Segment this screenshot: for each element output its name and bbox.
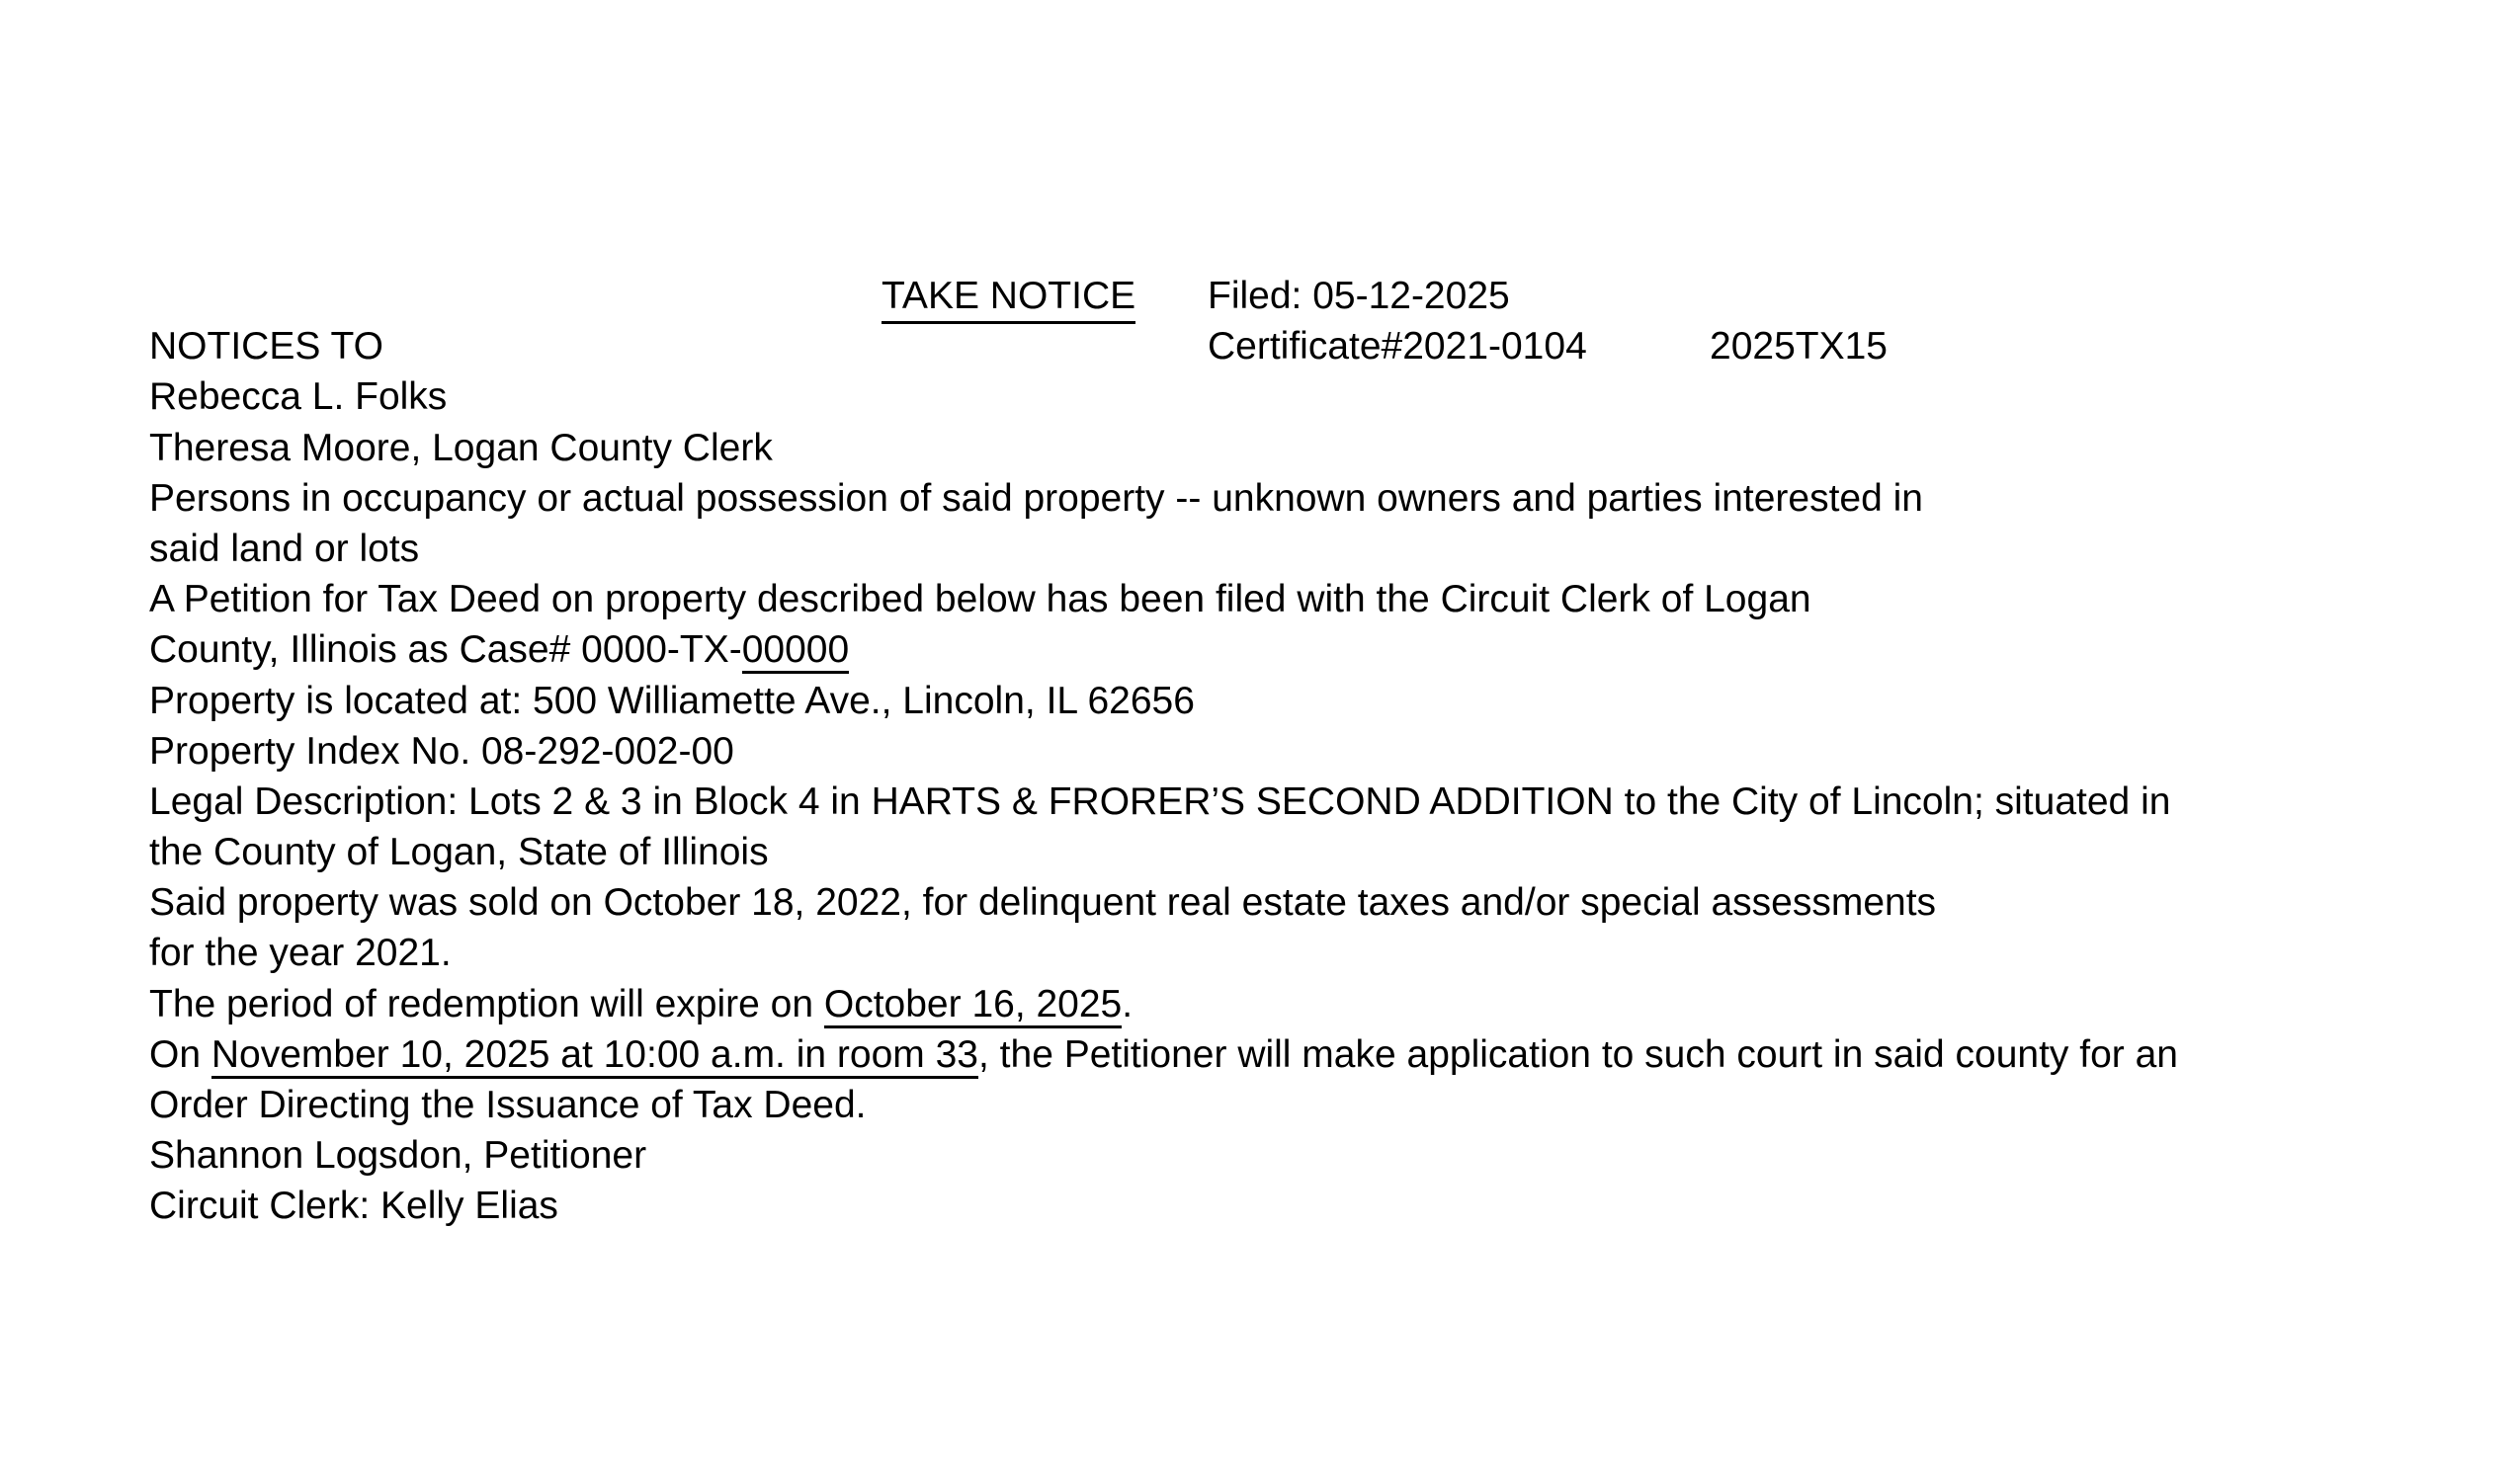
recipient-name: Persons in occupancy or actual possession of said property -- unknown owners and parties interested in	[149, 476, 1923, 520]
case-number-line	[149, 624, 2472, 675]
hearing-line-2	[149, 1080, 2472, 1130]
certificate-number: Certificate#2021-0104	[1208, 325, 1587, 368]
redemption-line	[149, 979, 2472, 1029]
legal-description-line-1	[149, 777, 2472, 827]
recipient-line-2	[149, 423, 2472, 473]
recipient-line-1	[149, 371, 2472, 422]
header-row-certificate	[149, 321, 2472, 371]
hearing-suffix: , the Petitioner will make application to such court in said county for an	[978, 1032, 2178, 1076]
petitioner-name: Shannon Logsdon, Petitioner	[149, 1134, 647, 1178]
redemption-prefix: The period of redemption will expire on	[149, 982, 824, 1025]
redemption-date-underlined: October 16, 2025	[824, 983, 1122, 1028]
sale-text: Said property was sold on October 18, 2022, for delinquent real estate taxes and/or special assessments	[149, 881, 1937, 925]
property-index-line	[149, 726, 2472, 777]
notice-text-block	[149, 271, 2472, 1232]
property-index-text: Property Index No. 08-292-002-00	[149, 729, 734, 773]
recipient-name: said land or lots	[149, 527, 420, 570]
hearing-prefix: On	[149, 1032, 211, 1076]
header-row-title	[149, 271, 2472, 321]
notices-to-label: NOTICES TO	[149, 325, 383, 368]
hearing-date-underlined: November 10, 2025 at 10:00 a.m. in room 33	[211, 1033, 978, 1079]
case-number-prefix: County, Illinois as Case# 0000-TX-	[149, 628, 742, 672]
recipient-line-4	[149, 524, 2472, 574]
legal-description-text: Legal Description: Lots 2 & 3 in Block 4 in HARTS & FRORER’S SECOND ADDITION to the City of Lincoln; situated in	[149, 779, 2171, 823]
take-notice-title: TAKE NOTICE	[882, 271, 1135, 324]
petitioner-line	[149, 1130, 2472, 1181]
sale-text: for the year 2021.	[149, 932, 452, 975]
petition-text: A Petition for Tax Deed on property described below has been filed with the Circuit Clerk of Logan	[149, 578, 1811, 621]
recipient-name: Theresa Moore, Logan County Clerk	[149, 426, 773, 469]
hearing-line	[149, 1029, 2472, 1080]
recipient-name: Rebecca L. Folks	[149, 375, 448, 419]
petition-line	[149, 574, 2472, 624]
sale-line-2	[149, 928, 2472, 978]
sale-line-1	[149, 877, 2472, 928]
property-location-line	[149, 676, 2472, 726]
hearing-order-text: Order Directing the Issuance of Tax Deed.	[149, 1084, 867, 1126]
legal-description-text: the County of Logan, State of Illinois	[149, 831, 769, 874]
legal-description-line-2	[149, 827, 2472, 877]
case-docket-number: 2025TX15	[1710, 325, 1888, 368]
case-number-underlined: 00000	[742, 628, 849, 674]
circuit-clerk-name: Circuit Clerk: Kelly Elias	[149, 1185, 558, 1228]
circuit-clerk-line	[149, 1181, 2472, 1231]
redemption-suffix: .	[1122, 982, 1134, 1025]
property-location-text: Property is located at: 500 Williamette Ave., Lincoln, IL 62656	[149, 679, 1195, 722]
recipient-line-3	[149, 473, 2472, 524]
filed-date: Filed: 05-12-2025	[1208, 275, 1510, 317]
